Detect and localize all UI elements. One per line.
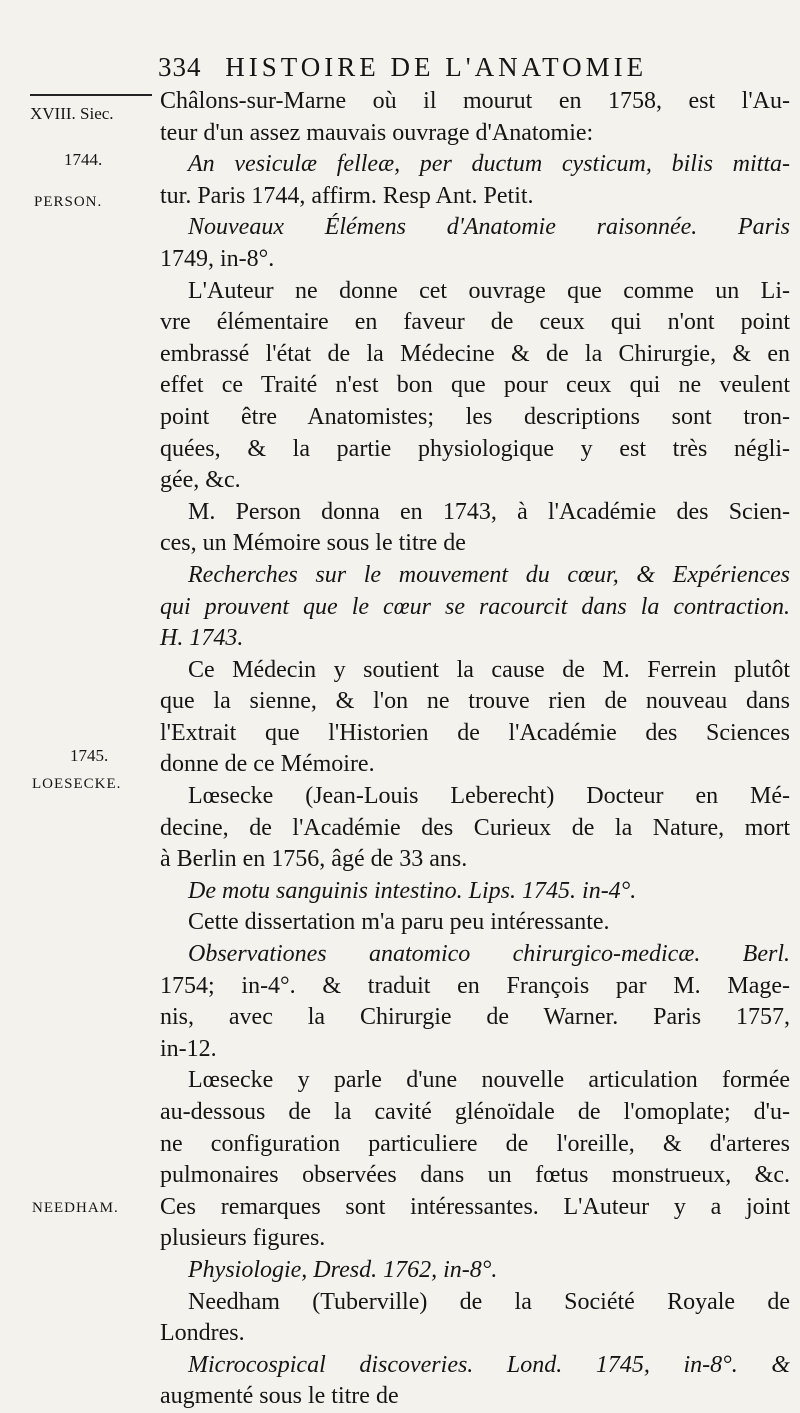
- text-line: An vesiculæ felleæ, per ductum cysticum, bilis mitta-: [188, 151, 790, 178]
- text-line: Lœsecke (Jean-Louis Leberecht) Docteur en Mé-: [188, 783, 790, 810]
- page-header: [158, 52, 647, 83]
- text-line: teur d'un assez mauvais ouvrage d'Anatomie:: [160, 119, 594, 146]
- text-line: à Berlin en 1756, âgé de 33 ans.: [160, 846, 468, 873]
- text-line: que la sienne, & l'on ne trouve rien de nouveau dans: [160, 688, 790, 715]
- margin-note-year-1745: 1745.: [70, 746, 109, 765]
- text-line: Nouveaux Élémens d'Anatomie raisonnée. Paris: [188, 214, 790, 241]
- body-text: [160, 86, 790, 1413]
- text-line: Microcospical discoveries. Lond. 1745, in-8°. &: [188, 1351, 790, 1378]
- margin-note-century: XVIII. Siec.: [30, 104, 114, 123]
- text-line: gée, &c.: [160, 467, 241, 494]
- text-line: 1754; in-4°. & traduit en François par M. Mage-: [160, 972, 790, 999]
- text-line: L'Auteur ne donne cet ouvrage que comme un Li-: [188, 277, 790, 304]
- text-line: point être Anatomistes; les descriptions sont tron-: [160, 403, 790, 430]
- text-line: plusieurs figures.: [160, 1225, 326, 1252]
- margin-note-needham: NEEDHAM.: [32, 1200, 119, 1216]
- text-line: l'Extrait que l'Historien de l'Académie des Sciences: [160, 719, 790, 746]
- text-line: H. 1743.: [160, 625, 244, 652]
- text-line: Recherches sur le mouvement du cœur, & Expériences: [188, 561, 790, 588]
- text-line: ces, un Mémoire sous le titre de: [160, 530, 466, 557]
- text-line: Physiologie, Dresd. 1762, in-8°.: [188, 1256, 498, 1283]
- text-line: in-12.: [160, 1035, 217, 1062]
- margin-notes: [0, 0, 160, 1361]
- text-line: Ces remarques sont intéressantes. L'Auteur y a joint: [160, 1193, 790, 1220]
- text-line: vre élémentaire en faveur de ceux qui n'ont point: [160, 309, 790, 336]
- text-line: Cette dissertation m'a paru peu intéressante.: [188, 909, 610, 936]
- text-line: Needham (Tuberville) de la Société Royale de: [188, 1288, 790, 1315]
- text-line: augmenté sous le titre de: [160, 1383, 399, 1410]
- text-line: ne configuration particuliere de l'oreille, & d'arteres: [160, 1130, 790, 1157]
- text-line: au-dessous de la cavité glénoïdale de l'omoplate; d'u-: [160, 1099, 790, 1125]
- text-line: Châlons-sur-Marne où il mourut en 1758, est l'Au-: [160, 88, 790, 114]
- running-title: HISTOIRE DE L'ANATOMIE: [225, 52, 648, 82]
- text-line: embrassé l'état de la Médecine & de la Chirurgie, & en: [160, 340, 790, 367]
- text-line: Londres.: [160, 1320, 245, 1347]
- text-line: M. Person donna en 1743, à l'Académie des Scien-: [188, 498, 790, 525]
- page-number: 334: [158, 52, 202, 82]
- text-line: 1749, in-8°.: [160, 245, 275, 272]
- margin-note-loesecke: LOESECKE.: [32, 776, 122, 792]
- margin-note-person: PERSON.: [34, 194, 103, 210]
- margin-note-year-1744: 1744.: [64, 150, 103, 169]
- text-line: Ce Médecin y soutient la cause de M. Ferrein plutôt: [188, 656, 790, 683]
- text-line: nis, avec la Chirurgie de Warner. Paris 1757,: [160, 1004, 790, 1031]
- text-line: decine, de l'Académie des Curieux de la Nature, mort: [160, 814, 790, 841]
- text-line: pulmonaires observées dans un fœtus monstrueux, &c.: [160, 1162, 790, 1189]
- text-line: tur. Paris 1744, affirm. Resp Ant. Petit.: [160, 182, 534, 209]
- text-line: De motu sanguinis intestino. Lips. 1745. in-4°.: [188, 877, 637, 904]
- text-line: Lœsecke y parle d'une nouvelle articulation formée: [188, 1067, 790, 1094]
- text-line: effet ce Traité n'est bon que pour ceux qui ne veulent: [160, 372, 790, 399]
- text-line: Observationes anatomico chirurgico-medicæ. Berl.: [188, 941, 790, 968]
- text-line: qui prouvent que le cœur se racourcit dans la contraction.: [160, 593, 790, 620]
- text-line: quées, & la partie physiologique y est très négli-: [160, 435, 790, 462]
- text-line: donne de ce Mémoire.: [160, 751, 375, 778]
